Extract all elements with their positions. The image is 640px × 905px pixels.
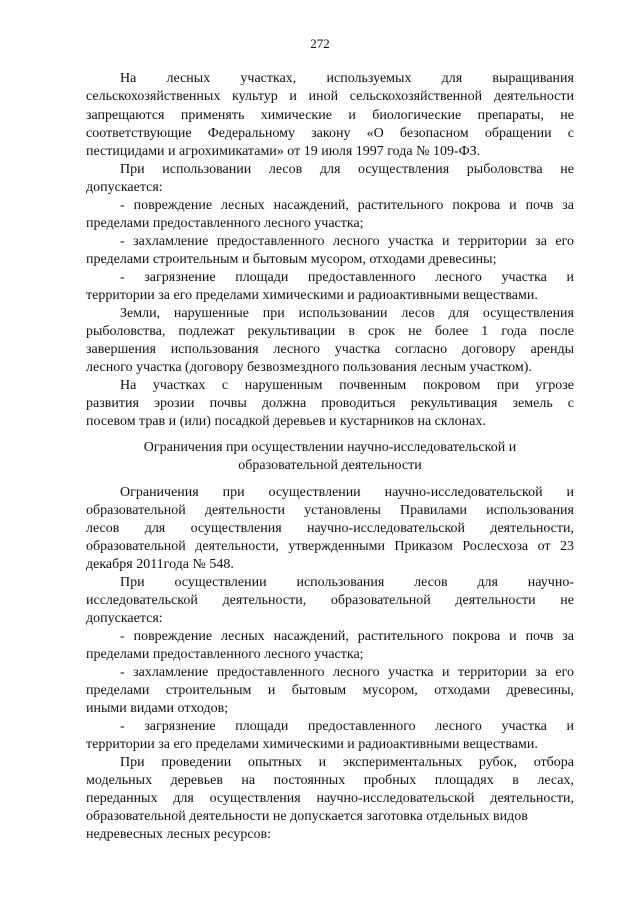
text-line: пределами строительным и бытовым мусором, отходами древесины,: [86, 683, 574, 698]
text-line: сельскохозяйственных культур и иной сельскохозяйственной деятельности: [86, 89, 574, 104]
text-line: запрещаются применять химические и биологические препараты, не: [86, 108, 574, 123]
text-line: лесов для осуществления научно-исследовательской деятельности,: [86, 521, 574, 536]
text-line: лесного участка (договору безвозмездного пользования лесным участком).: [86, 360, 532, 375]
text-line: территории за его пределами химическими и радиоактивными веществами.: [86, 737, 538, 752]
text-line: - повреждение лесных насаждений, растительного покрова и почв за: [120, 629, 574, 644]
text-line: пределами предоставленного лесного участка;: [86, 216, 364, 231]
text-line: завершения использования лесного участка согласно договору аренды: [86, 342, 574, 357]
text-line: пестицидами и агрохимикатами» от 19 июля 1997 года № 109-ФЗ.: [86, 144, 481, 159]
text-line: недревесных лесных ресурсов:: [86, 827, 272, 842]
text-line: исследовательской деятельности, образовательной деятельности не: [86, 593, 574, 608]
text-line: пределами строительным и бытовым мусором, отходами древесины;: [86, 252, 497, 267]
text-line: На участках с нарушенным почвенным покровом при угрозе: [120, 378, 574, 393]
text-line: - загрязнение площади предоставленного лесного участка и: [120, 270, 574, 285]
text-line: допускается:: [86, 611, 163, 626]
text-line: модельных деревьев на постоянных пробных площадях в лесах,: [86, 773, 574, 788]
section-heading: Ограничения при осуществлении научно-исследовательской и: [143, 440, 517, 455]
text-line: территории за его пределами химическими и радиоактивными веществами.: [86, 288, 538, 303]
text-line: допускается:: [86, 180, 163, 195]
text-line: иными видами отходов;: [86, 701, 229, 716]
text-line: - повреждение лесных насаждений, растительного покрова и почв за: [120, 198, 574, 213]
text-line: - захламление предоставленного лесного участка и территории за его: [120, 234, 574, 249]
text-line: При осуществлении использования лесов для научно-: [120, 575, 574, 590]
text-line: посевом трав и (или) посадкой деревьев и кустарников на склонах.: [86, 414, 486, 429]
text-line: - захламление предоставленного лесного участка и территории за его: [120, 665, 574, 680]
text-line: переданных для осуществления научно-исследовательской деятельности,: [86, 791, 574, 806]
text-line: Ограничения при осуществлении научно-исследовательской и: [120, 485, 574, 500]
text-line: образовательной деятельности установлены Правилами использования: [86, 503, 574, 518]
text-line: рыболовства, подлежат рекультивации в срок не более 1 года после: [86, 324, 574, 339]
text-line: На лесных участках, используемых для выращивания: [120, 71, 574, 86]
text-line: пределами предоставленного лесного участка;: [86, 647, 364, 662]
section-heading: образовательной деятельности: [238, 458, 422, 473]
page-number: 272: [310, 36, 330, 51]
text-line: образовательной деятельности, утвержденными Приказом Рослесхоза от 23: [86, 539, 574, 554]
text-line: соответствующие Федеральному закону «О безопасном обращении с: [86, 126, 574, 141]
text-line: При проведении опытных и экспериментальных рубок, отбора: [120, 755, 574, 770]
text-line: образовательной деятельности не допускается заготовка отдельных видов: [86, 809, 528, 824]
text-line: развития эрозии почвы должна проводиться рекультивация земель с: [86, 396, 574, 411]
text-line: Земли, нарушенные при использовании лесов для осуществления: [120, 306, 574, 321]
text-line: декабря 2011года № 548.: [86, 557, 234, 572]
text-line: - загрязнение площади предоставленного лесного участка и: [120, 719, 574, 734]
text-line: При использовании лесов для осуществления рыболовства не: [120, 162, 574, 177]
